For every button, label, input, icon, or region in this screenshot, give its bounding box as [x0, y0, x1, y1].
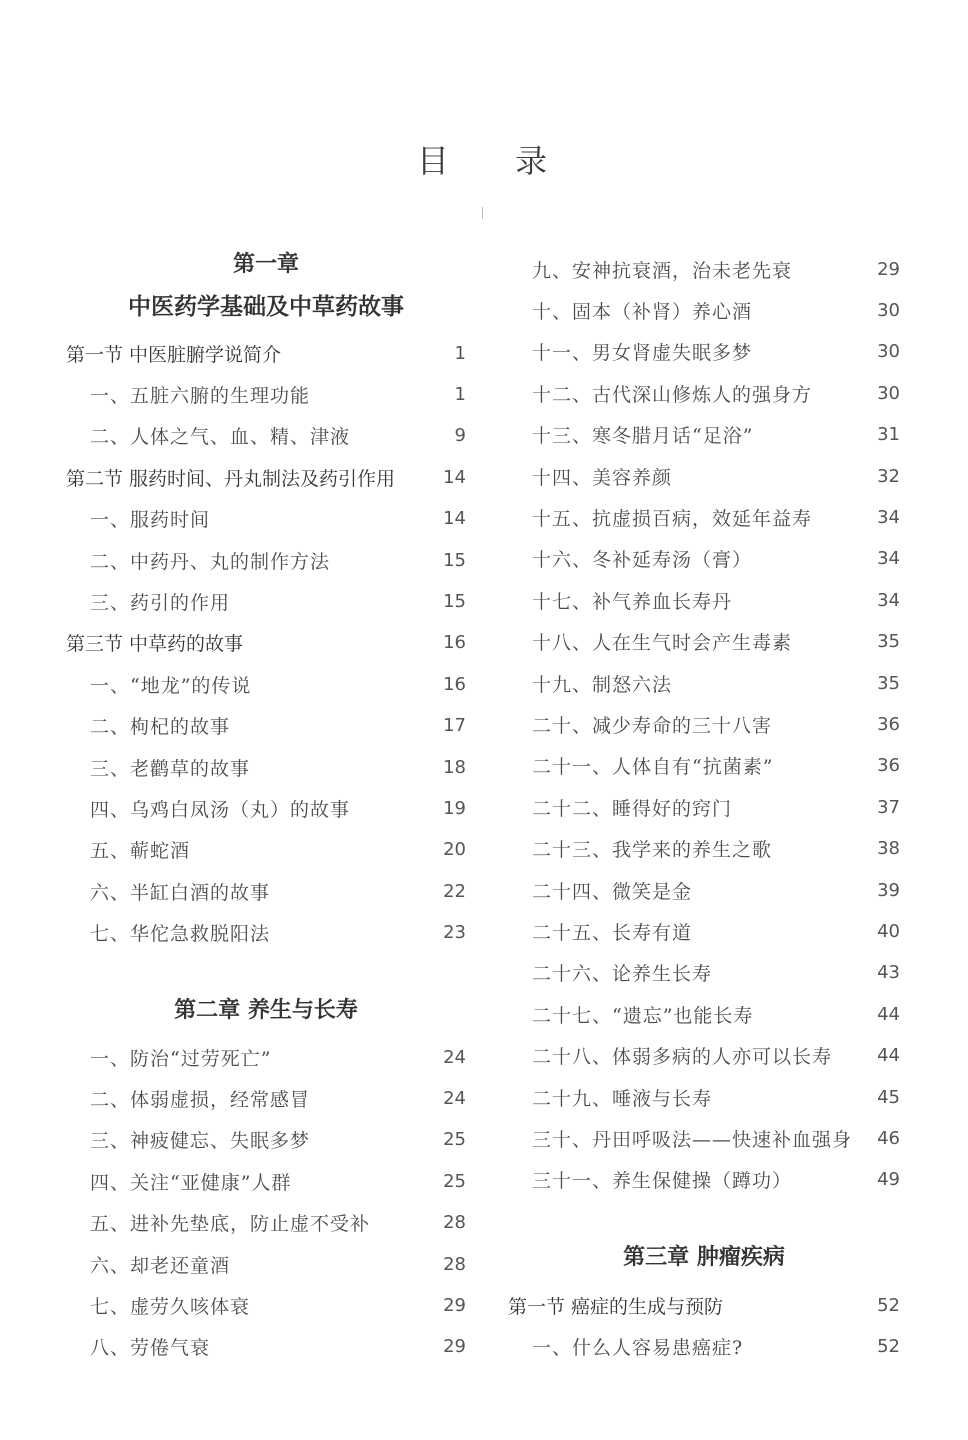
toc-page-number: 25: [443, 1129, 466, 1151]
toc-page-number: 39: [877, 879, 900, 901]
toc-item-title: 二十六、论养生长寿: [532, 963, 713, 986]
toc-item-title: 五、蕲蛇酒: [90, 840, 191, 863]
toc-page-number: 15: [443, 549, 466, 571]
toc-entry[interactable]: [508, 916, 900, 946]
toc-page-number: 28: [443, 1253, 466, 1275]
page-title: 目 录: [416, 142, 576, 180]
toc-item-title: 第一节 癌症的生成与预防: [508, 1295, 724, 1318]
toc-item-title: 三、药引的作用: [90, 591, 231, 614]
toc-entry[interactable]: [508, 502, 900, 532]
toc-item-title: 二十三、我学来的养生之歌: [532, 839, 773, 862]
toc-entry[interactable]: [66, 876, 466, 906]
toc-item-title: 七、虚劳久咳体衰: [90, 1295, 251, 1318]
toc-item-title: 二十二、睡得好的窍门: [532, 797, 733, 820]
toc-entry[interactable]: [66, 1083, 466, 1113]
toc-item-title: 二十八、体弱多病的人亦可以长寿: [532, 1046, 833, 1069]
toc-item-title: 六、半缸白酒的故事: [90, 881, 271, 904]
toc-entry[interactable]: [66, 421, 466, 451]
toc-page-number: 36: [877, 755, 900, 777]
toc-page-number: 30: [877, 299, 900, 321]
toc-entry[interactable]: [508, 420, 900, 450]
toc-page-number: 43: [877, 962, 900, 984]
toc-page-number: 29: [443, 1294, 466, 1316]
toc-item-title: 第二节 服药时间、丹丸制法及药引作用: [66, 467, 396, 490]
toc-entry[interactable]: [508, 295, 900, 325]
toc-page-number: 45: [877, 1086, 900, 1108]
chapter1-name: 中医药学基础及中草药故事: [128, 294, 404, 320]
toc-entry[interactable]: [508, 378, 900, 408]
toc-item-title: 二、枸杞的故事: [90, 716, 231, 739]
toc-entry[interactable]: [66, 793, 466, 823]
toc-entry[interactable]: [66, 1332, 466, 1362]
toc-entry[interactable]: [508, 875, 900, 905]
chapter3-title: 第三章 肿瘤疾病: [623, 1245, 785, 1270]
toc-item-title: 十六、冬补延寿汤（膏）: [532, 549, 753, 572]
toc-item-title: 二十、减少寿命的三十八害: [532, 714, 773, 737]
toc-page-number: 32: [877, 465, 900, 487]
toc-item-title: 四、关注“亚健康”人群: [90, 1171, 292, 1194]
toc-item-title: 一、“地龙”的传说: [90, 674, 252, 697]
toc-page-number: 49: [877, 1169, 900, 1191]
toc-entry[interactable]: [508, 1331, 900, 1361]
toc-page-number: 36: [877, 713, 900, 735]
toc-entry[interactable]: [508, 1082, 900, 1112]
toc-item-title: 一、什么人容易患癌症?: [532, 1336, 744, 1359]
toc-item-title: 三十、丹田呼吸法——快速补血强身: [532, 1128, 853, 1151]
toc-item-title: 二、体弱虚损，经常感冒: [90, 1088, 311, 1111]
toc-entry[interactable]: [508, 999, 900, 1029]
toc-page-number: 40: [877, 920, 900, 942]
toc-page-number: 29: [443, 1336, 466, 1358]
toc-item-title: 第一节 中医脏腑学说简介: [66, 343, 282, 366]
toc-page-number: 1: [454, 383, 466, 405]
toc-entry[interactable]: [508, 544, 900, 574]
toc-entry[interactable]: [66, 504, 466, 534]
toc-entry[interactable]: [508, 709, 900, 739]
toc-item-title: 一、防治“过劳死亡”: [90, 1047, 272, 1070]
toc-item-title: 二十五、长寿有道: [532, 921, 693, 944]
toc-entry[interactable]: [508, 792, 900, 822]
toc-page-number: 35: [877, 672, 900, 694]
toc-item-title: 三、老鹳草的故事: [90, 757, 251, 780]
toc-item-title: 五、进补先垫底，防止虚不受补: [90, 1213, 371, 1236]
toc-item-title: 二十一、人体自有“抗菌素”: [532, 756, 774, 779]
toc-entry[interactable]: [66, 711, 466, 741]
toc-section[interactable]: [66, 628, 466, 658]
toc-page-number: 34: [877, 548, 900, 570]
toc-item-title: 二十九、唾液与长寿: [532, 1087, 713, 1110]
toc-item-title: 六、却老还童酒: [90, 1254, 231, 1277]
toc-page-number: 52: [877, 1335, 900, 1357]
center-mark: [482, 207, 483, 219]
toc-page-number: 34: [877, 589, 900, 611]
toc-entry[interactable]: [66, 669, 466, 699]
toc-item-title: 十一、男女肾虚失眠多梦: [532, 342, 753, 365]
toc-page-number: 9: [454, 425, 466, 447]
toc-page-number: 35: [877, 631, 900, 653]
toc-page-number: 20: [443, 839, 466, 861]
toc-item-title: 三、神疲健忘、失眠多梦: [90, 1130, 311, 1153]
toc-item-title: 九、安神抗衰酒，治未老先衰: [532, 259, 793, 282]
toc-entry[interactable]: [508, 751, 900, 781]
toc-entry[interactable]: [66, 1290, 466, 1320]
toc-item-title: 二、中药丹、丸的制作方法: [90, 550, 331, 573]
chapter2-title: 第二章 养生与长寿: [174, 998, 358, 1023]
toc-entry[interactable]: [66, 1125, 466, 1155]
toc-page-number: 25: [443, 1170, 466, 1192]
toc-entry[interactable]: [508, 627, 900, 657]
toc-entry[interactable]: [508, 834, 900, 864]
toc-page-number: 16: [443, 632, 466, 654]
toc-entry[interactable]: [66, 918, 466, 948]
toc-entry[interactable]: [508, 1123, 900, 1153]
toc-item-title: 七、华佗急救脱阳法: [90, 923, 271, 946]
toc-entry[interactable]: [508, 1041, 900, 1071]
toc-page-number: 17: [443, 715, 466, 737]
toc-item-title: 十、固本（补肾）养心酒: [532, 300, 753, 323]
toc-item-title: 四、乌鸡白凤汤（丸）的故事: [90, 798, 351, 821]
toc-entry[interactable]: [508, 958, 900, 988]
toc-entry[interactable]: [66, 1166, 466, 1196]
toc-page-number: 23: [443, 922, 466, 944]
toc-page-number: 22: [443, 880, 466, 902]
toc-item-title: 十二、古代深山修炼人的强身方: [532, 383, 813, 406]
toc-entry[interactable]: [508, 1165, 900, 1195]
toc-page-number: 14: [443, 508, 466, 530]
toc-page-number: 16: [443, 673, 466, 695]
chapter1-number: 第一章: [232, 252, 299, 277]
toc-item-title: 二十七、“遗忘”也能长寿: [532, 1004, 754, 1027]
toc-page-number: 19: [443, 797, 466, 819]
toc-page-number: 46: [877, 1127, 900, 1149]
toc-page-number: 29: [877, 258, 900, 280]
toc-page-number: 14: [443, 466, 466, 488]
toc-page-number: 38: [877, 838, 900, 860]
toc-page-number: 34: [877, 506, 900, 528]
toc-entry[interactable]: [508, 668, 900, 698]
toc-entry[interactable]: [66, 835, 466, 865]
toc-item-title: 八、劳倦气衰: [90, 1337, 211, 1360]
toc-item-title: 二十四、微笑是金: [532, 880, 693, 903]
toc-page-number: 28: [443, 1212, 466, 1234]
toc-entry[interactable]: [508, 337, 900, 367]
toc-page-number: 44: [877, 1003, 900, 1025]
toc-item-title: 十八、人在生气时会产生毒素: [532, 632, 793, 655]
toc-page-number: 30: [877, 341, 900, 363]
toc-entry[interactable]: [66, 752, 466, 782]
toc-entry[interactable]: [66, 1042, 466, 1072]
toc-page-number: 52: [877, 1294, 900, 1316]
toc-page-number: 30: [877, 382, 900, 404]
toc-page-number: 37: [877, 796, 900, 818]
toc-entry[interactable]: [66, 379, 466, 409]
toc-entry[interactable]: [508, 461, 900, 491]
toc-item-title: 一、服药时间: [90, 509, 211, 532]
toc-section[interactable]: [508, 1290, 900, 1320]
toc-item-title: 第三节 中草药的故事: [66, 633, 244, 656]
toc-entry[interactable]: [66, 1249, 466, 1279]
toc-section[interactable]: [66, 462, 466, 492]
toc-entry[interactable]: [66, 586, 466, 616]
toc-entry[interactable]: [508, 254, 900, 284]
toc-page-number: 31: [877, 424, 900, 446]
toc-item-title: 十七、补气养血长寿丹: [532, 590, 733, 613]
toc-entry[interactable]: [508, 585, 900, 615]
toc-entry[interactable]: [66, 545, 466, 575]
toc-item-title: 十三、寒冬腊月话“足浴”: [532, 425, 754, 448]
toc-section[interactable]: [66, 338, 466, 368]
toc-page-number: 24: [443, 1046, 466, 1068]
toc-page-number: 44: [877, 1045, 900, 1067]
toc-item-title: 十九、制怒六法: [532, 673, 673, 696]
toc-item-title: 一、五脏六腑的生理功能: [90, 384, 311, 407]
toc-item-title: 十五、抗虚损百病，效延年益寿: [532, 507, 813, 530]
toc-item-title: 十四、美容养颜: [532, 466, 673, 489]
toc-page-number: 1: [454, 342, 466, 364]
toc-page-number: 15: [443, 590, 466, 612]
toc-page-number: 18: [443, 756, 466, 778]
toc-item-title: 三十一、养生保健操（蹲功）: [532, 1170, 793, 1193]
toc-item-title: 二、人体之气、血、精、津液: [90, 426, 351, 449]
toc-page-number: 24: [443, 1087, 466, 1109]
toc-entry[interactable]: [66, 1208, 466, 1238]
